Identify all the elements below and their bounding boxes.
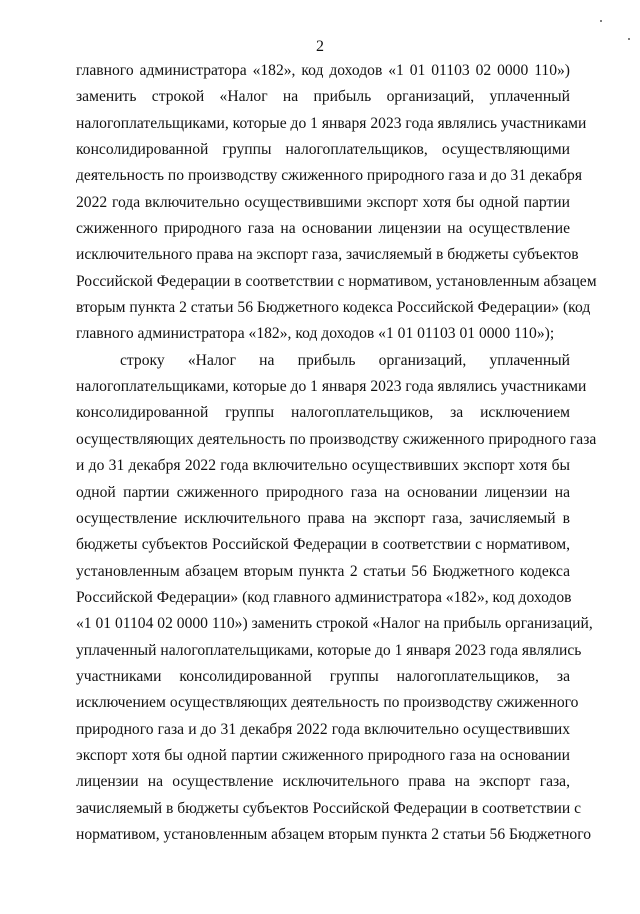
text-line: зачисляемый в бюджеты субъектов Российской Федерации в соответствии с bbox=[76, 799, 582, 817]
text-line: лицензии на осуществление исключительного права на экспорт газа, bbox=[76, 773, 570, 791]
text-line: «1 01 01104 02 0000 110») заменить строкой «Налог на прибыль организаций, bbox=[76, 615, 593, 633]
text-line: и до 31 декабря 2022 года включительно осуществивших экспорт хотя бы bbox=[76, 457, 570, 475]
text-line: исключением осуществляющих деятельность по производству сжиженного bbox=[76, 694, 579, 712]
text-line: 2022 года включительно осуществившими экспорт хотя бы одной партии bbox=[76, 193, 570, 211]
text-line: заменить строкой «Налог на прибыль организаций, уплаченный bbox=[76, 88, 570, 106]
text-line: нормативом, установленным абзацем вторым пункта 2 статьи 56 Бюджетного bbox=[76, 825, 592, 843]
text-line: уплаченный налогоплательщиками, которые до 1 января 2023 года являлись bbox=[76, 641, 582, 659]
text-line: главного администратора «182», код доходов «1 01 01103 02 0000 110») bbox=[76, 62, 570, 79]
text-line: сжиженного природного газа на основании лицензии на осуществление bbox=[76, 220, 570, 238]
text-line: консолидированной группы налогоплательщиков, осуществляющими bbox=[76, 141, 570, 159]
text-line: налогоплательщиками, которые до 1 января 2023 года являлись участниками bbox=[76, 378, 587, 396]
text-line: исключительного права на экспорт газа, зачисляемый в бюджеты субъектов bbox=[76, 246, 579, 264]
text-line: вторым пункта 2 статьи 56 Бюджетного кодекса Российской Федерации» (код bbox=[76, 299, 591, 317]
text-line: одной партии сжиженного природного газа на основании лицензии на bbox=[76, 483, 570, 501]
page-number: 2 bbox=[316, 38, 324, 55]
text-line: установленным абзацем вторым пункта 2 статьи 56 Бюджетного кодекса bbox=[76, 562, 570, 580]
text-line: Российской Федерации» (код главного администратора «182», код доходов bbox=[76, 588, 572, 606]
text-line: бюджеты субъектов Российской Федерации в соответствии с нормативом, bbox=[76, 536, 570, 554]
text-line: участниками консолидированной группы налогоплательщиков, за bbox=[76, 667, 570, 685]
text-line: Российской Федерации в соответствии с нормативом, установленным абзацем bbox=[76, 272, 597, 290]
text-line: главного администратора «182», код доходов «1 01 01103 01 0000 110»); bbox=[76, 325, 555, 343]
document-body bbox=[76, 58, 597, 848]
text-line-indented: строку «Налог на прибыль организаций, уплаченный bbox=[120, 351, 570, 369]
text-line: осуществляющих деятельность по производству сжиженного природного газа bbox=[76, 430, 597, 448]
text-line: экспорт хотя бы одной партии сжиженного природного газа на основании bbox=[76, 746, 570, 764]
scan-speck bbox=[600, 20, 602, 22]
text-line: осуществление исключительного права на экспорт газа, зачисляемый в bbox=[76, 509, 570, 527]
text-line: природного газа и до 31 декабря 2022 года включительно осуществивших bbox=[76, 720, 570, 738]
text-line: консолидированной группы налогоплательщиков, за исключением bbox=[76, 404, 570, 422]
scan-speck bbox=[628, 38, 630, 40]
text-line: налогоплательщиками, которые до 1 января 2023 года являлись участниками bbox=[76, 114, 587, 132]
text-line: деятельность по производству сжиженного природного газа и до 31 декабря bbox=[76, 167, 583, 185]
